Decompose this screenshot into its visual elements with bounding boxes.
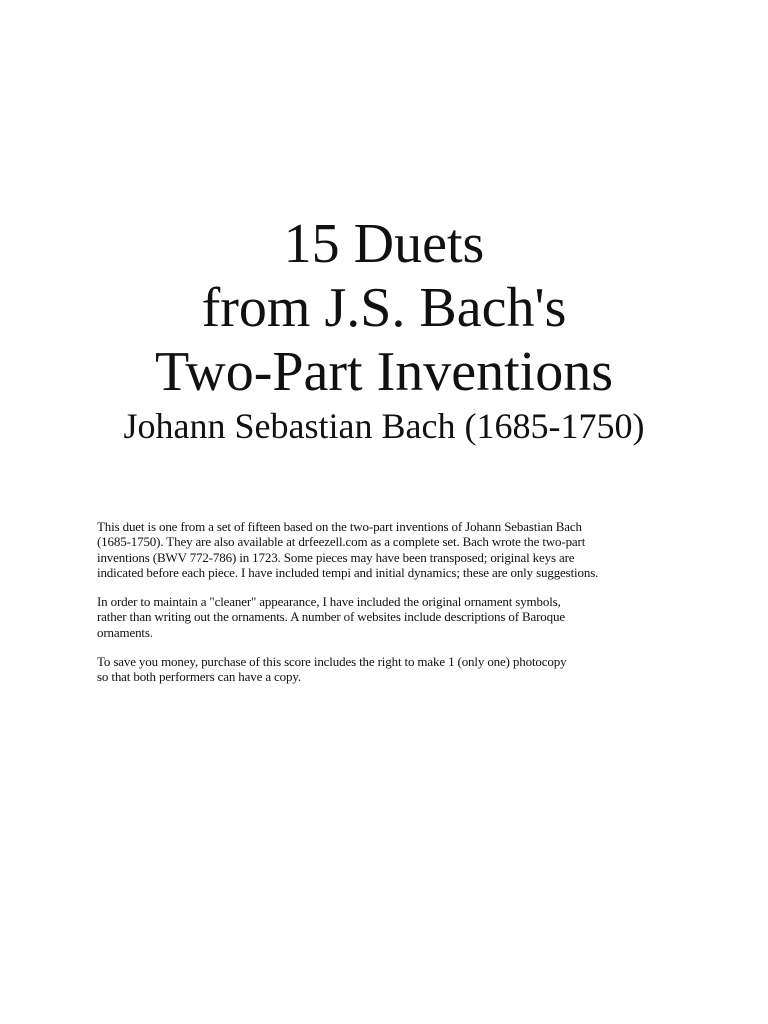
composer-line: Johann Sebastian Bach (1685-1750) (123, 406, 645, 446)
title-block (0, 212, 768, 446)
notes-paragraph-2 (97, 594, 697, 640)
notes-line: (1685-1750). They are also available at drfeezell.com as a complete set. Bach wrote the two-part (97, 534, 586, 550)
notes-line: ornaments. (97, 624, 153, 640)
notes-line: indicated before each piece. I have included tempi and initial dynamics; these are only suggestions. (97, 564, 599, 580)
notes-paragraph-1 (97, 519, 697, 580)
notes-line: so that both performers can have a copy. (97, 669, 301, 685)
notes-line: To save you money, purchase of this score includes the right to make 1 (only one) photocopy (97, 654, 567, 670)
notes-line: rather than writing out the ornaments. A number of websites include descriptions of Baroque (97, 609, 565, 625)
title-line-1: 15 Duets (283, 213, 485, 275)
notes-line: inventions (BWV 772-786) in 1723. Some pieces may have been transposed; original keys are (97, 549, 575, 565)
notes-line: This duet is one from a set of fifteen based on the two-part inventions of Johann Sebastian Bach (97, 519, 582, 534)
notes-paragraph-3 (97, 654, 697, 685)
introductory-notes (97, 519, 697, 699)
title-line-3: Two-Part Inventions (154, 341, 613, 403)
notes-line: In order to maintain a "cleaner" appearance, I have included the original ornament symbols, (97, 594, 561, 610)
title-line-2: from J.S. Bach's (201, 277, 567, 339)
